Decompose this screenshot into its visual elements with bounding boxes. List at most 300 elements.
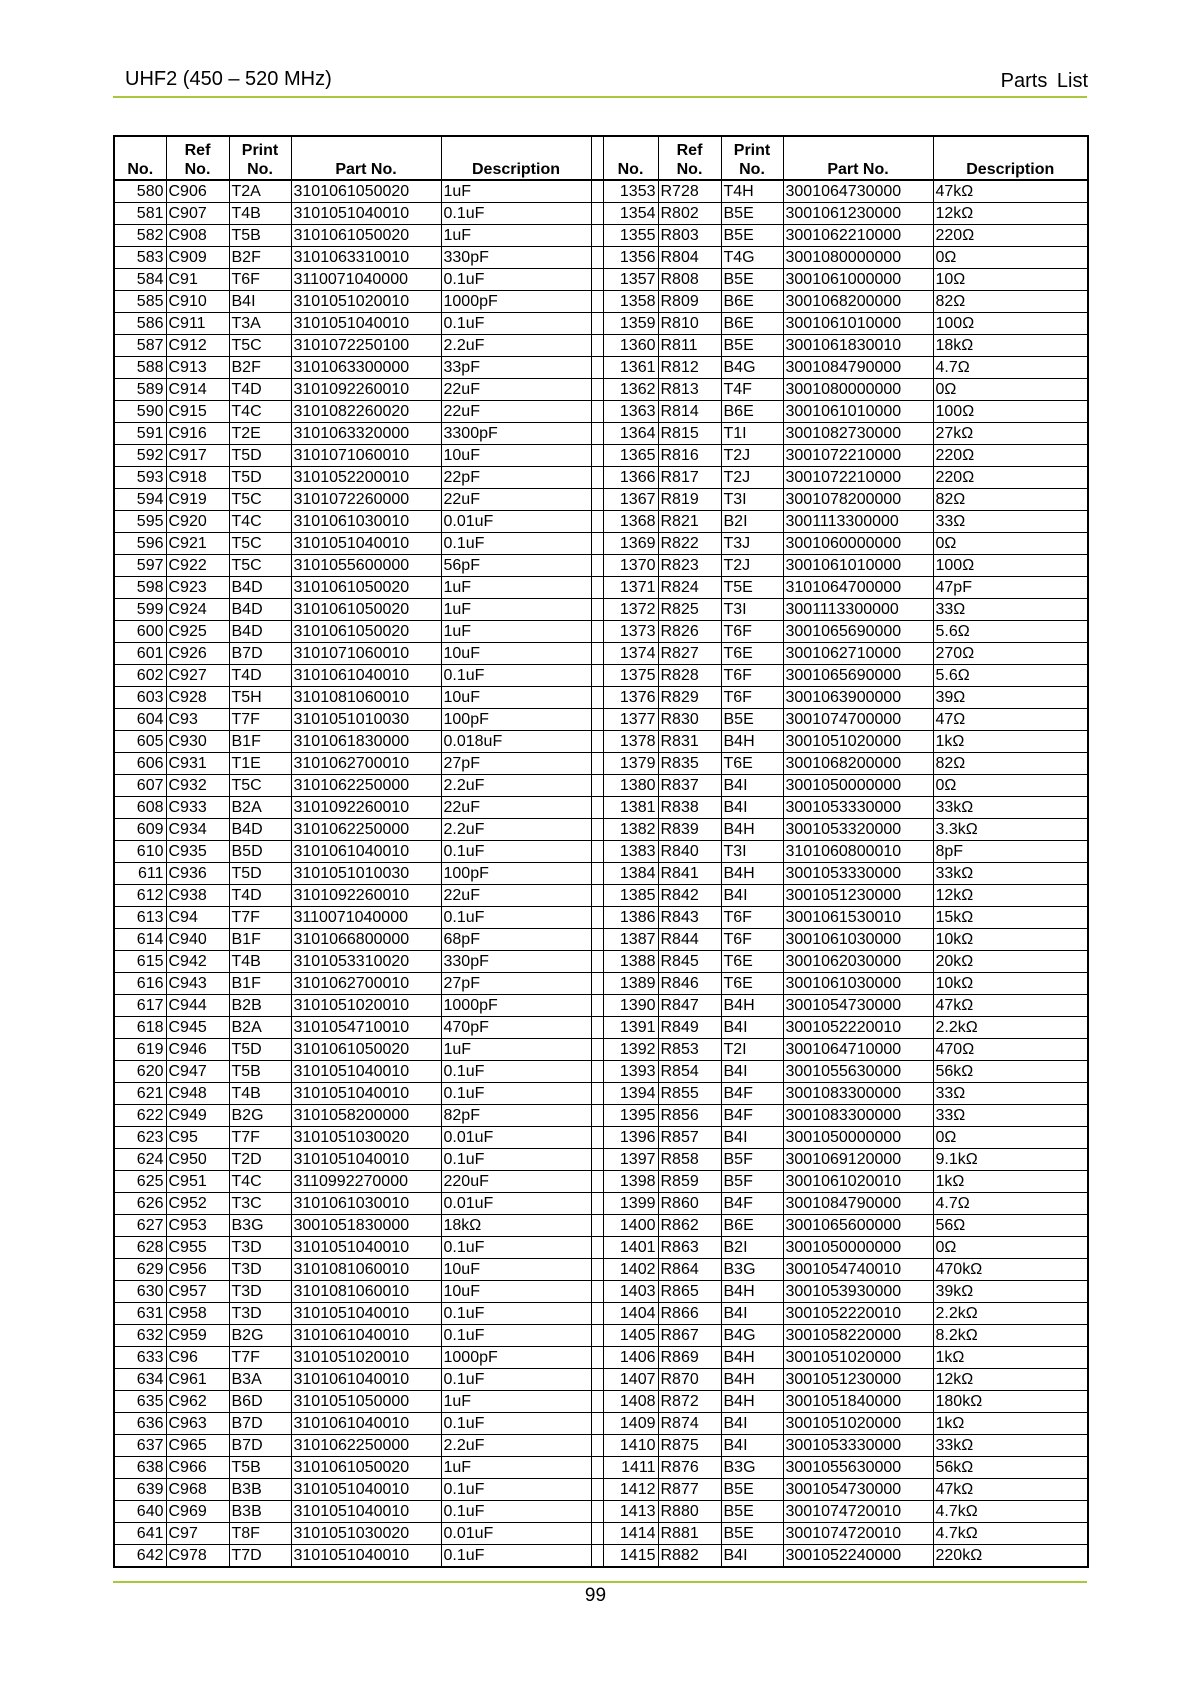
ref-no-cell: R872 [658, 1391, 721, 1413]
ref-no-cell: R881 [658, 1523, 721, 1545]
ref-no-cell: R855 [658, 1083, 721, 1105]
print-no-cell: T5B [229, 1457, 291, 1479]
column-gap [591, 1325, 603, 1347]
part-no-cell: 3101071060010 [291, 445, 441, 467]
column-gap [591, 1127, 603, 1149]
item-no-cell: 621 [114, 1083, 166, 1105]
ref-no-cell: C913 [166, 357, 229, 379]
part-no-cell: 3001061000000 [783, 269, 933, 291]
description-cell: 5.6Ω [933, 665, 1088, 687]
print-no-cell: T4C [229, 511, 291, 533]
ref-no-cell: R880 [658, 1501, 721, 1523]
column-gap [591, 995, 603, 1017]
ref-no-cell: C952 [166, 1193, 229, 1215]
column-gap [591, 335, 603, 357]
ref-no-cell: R882 [658, 1545, 721, 1568]
column-gap [591, 313, 603, 335]
print-no-cell: B4F [721, 1083, 783, 1105]
ref-no-cell: R845 [658, 951, 721, 973]
part-no-cell: 3001080000000 [783, 379, 933, 401]
description-cell: 56kΩ [933, 1457, 1088, 1479]
footer-rule [113, 1581, 1087, 1583]
ref-no-cell: R827 [658, 643, 721, 665]
print-no-cell: T8F [229, 1523, 291, 1545]
part-no-cell: 3001078200000 [783, 489, 933, 511]
description-cell: 22uF [441, 885, 591, 907]
item-no-cell: 604 [114, 709, 166, 731]
print-no-cell: B4H [721, 1391, 783, 1413]
print-no-cell: T4B [229, 1083, 291, 1105]
table-row [114, 489, 1088, 511]
item-no-cell: 589 [114, 379, 166, 401]
ref-no-cell: R825 [658, 599, 721, 621]
part-no-cell: 3101051020010 [291, 1347, 441, 1369]
part-no-cell: 3001053330000 [783, 797, 933, 819]
description-cell: 33pF [441, 357, 591, 379]
ref-no-cell: R860 [658, 1193, 721, 1215]
item-no-cell: 1369 [603, 533, 658, 555]
part-no-cell: 3001074720010 [783, 1501, 933, 1523]
print-no-cell: T6F [721, 665, 783, 687]
item-no-cell: 581 [114, 203, 166, 225]
ref-no-cell: R839 [658, 819, 721, 841]
item-no-cell: 1409 [603, 1413, 658, 1435]
part-no-cell: 3001053320000 [783, 819, 933, 841]
description-cell: 0.1uF [441, 1501, 591, 1523]
print-no-cell: B6E [721, 313, 783, 335]
description-cell: 0.1uF [441, 1149, 591, 1171]
table-row [114, 1479, 1088, 1501]
description-cell: 8.2kΩ [933, 1325, 1088, 1347]
part-no-cell: 3001054730000 [783, 1479, 933, 1501]
description-cell: 0.1uF [441, 313, 591, 335]
table-row [114, 335, 1088, 357]
item-no-cell: 1406 [603, 1347, 658, 1369]
print-no-cell: T7F [229, 1127, 291, 1149]
description-cell: 39Ω [933, 687, 1088, 709]
item-no-cell: 596 [114, 533, 166, 555]
item-no-cell: 585 [114, 291, 166, 313]
ref-no-cell: R875 [658, 1435, 721, 1457]
table-row [114, 1215, 1088, 1237]
item-no-cell: 613 [114, 907, 166, 929]
column-gap [591, 1303, 603, 1325]
ref-no-cell: R826 [658, 621, 721, 643]
part-no-cell: 3001063900000 [783, 687, 933, 709]
description-cell: 3300pF [441, 423, 591, 445]
column-gap [591, 445, 603, 467]
part-no-cell: 3001052220010 [783, 1017, 933, 1039]
item-no-cell: 1371 [603, 577, 658, 599]
part-no-cell: 3101061050020 [291, 599, 441, 621]
ref-no-cell: R843 [658, 907, 721, 929]
part-no-cell: 3101051040010 [291, 1479, 441, 1501]
print-no-cell: B4I [721, 1127, 783, 1149]
part-no-cell: 3101061040010 [291, 1369, 441, 1391]
column-gap [591, 665, 603, 687]
ref-no-cell: C920 [166, 511, 229, 533]
item-no-cell: 1412 [603, 1479, 658, 1501]
print-no-cell: T7F [229, 907, 291, 929]
description-cell: 2.2uF [441, 1435, 591, 1457]
table-row [114, 863, 1088, 885]
description-cell: 1000pF [441, 291, 591, 313]
ref-no-cell: R864 [658, 1259, 721, 1281]
part-no-cell: 3001069120000 [783, 1149, 933, 1171]
description-cell: 82Ω [933, 489, 1088, 511]
ref-no-cell: C916 [166, 423, 229, 445]
part-no-cell: 3001113300000 [783, 599, 933, 621]
item-no-cell: 587 [114, 335, 166, 357]
column-gap [591, 1017, 603, 1039]
print-no-cell: T3D [229, 1281, 291, 1303]
part-no-cell: 3101051030020 [291, 1523, 441, 1545]
ref-no-cell: R857 [658, 1127, 721, 1149]
ref-no-cell: R817 [658, 467, 721, 489]
part-no-cell: 3101051010030 [291, 709, 441, 731]
item-no-cell: 1356 [603, 247, 658, 269]
ref-no-cell: R849 [658, 1017, 721, 1039]
print-no-cell: T2D [229, 1149, 291, 1171]
item-no-cell: 609 [114, 819, 166, 841]
print-no-cell: T4B [229, 203, 291, 225]
table-row [114, 1413, 1088, 1435]
part-no-cell: 3001054730000 [783, 995, 933, 1017]
column-gap [591, 1479, 603, 1501]
part-no-cell: 3001055630000 [783, 1457, 933, 1479]
print-no-cell: T5E [721, 577, 783, 599]
item-no-cell: 1374 [603, 643, 658, 665]
print-no-cell: T6E [721, 973, 783, 995]
print-no-cell: B4H [721, 1347, 783, 1369]
table-row [114, 1457, 1088, 1479]
print-no-cell: B4H [721, 995, 783, 1017]
ref-no-cell: R831 [658, 731, 721, 753]
description-cell: 100pF [441, 709, 591, 731]
item-no-cell: 605 [114, 731, 166, 753]
part-no-cell: 3001061530010 [783, 907, 933, 929]
parts-table [113, 135, 1089, 1568]
column-gap [591, 136, 603, 180]
ref-no-cell: R829 [658, 687, 721, 709]
print-no-cell: B3A [229, 1369, 291, 1391]
part-no-cell: 3101082260020 [291, 401, 441, 423]
description-cell: 1uF [441, 621, 591, 643]
column-gap [591, 687, 603, 709]
print-no-cell: T2A [229, 180, 291, 203]
part-no-cell: 3101092260010 [291, 885, 441, 907]
table-row [114, 467, 1088, 489]
ref-no-cell: C906 [166, 180, 229, 203]
description-cell: 12kΩ [933, 1369, 1088, 1391]
print-no-cell: B5E [721, 1479, 783, 1501]
print-no-cell: T3J [721, 533, 783, 555]
print-no-cell: B4H [721, 819, 783, 841]
table-header-row [114, 136, 1088, 180]
print-no-cell: T6E [721, 951, 783, 973]
part-no-cell: 3101062700010 [291, 753, 441, 775]
column-gap [591, 1413, 603, 1435]
table-row [114, 1105, 1088, 1127]
item-no-cell: 624 [114, 1149, 166, 1171]
part-no-cell: 3101062250000 [291, 775, 441, 797]
ref-no-cell: C956 [166, 1259, 229, 1281]
part-no-cell: 3001051230000 [783, 885, 933, 907]
print-no-cell: T5B [229, 225, 291, 247]
print-no-cell: T5C [229, 555, 291, 577]
column-gap [591, 863, 603, 885]
table-row [114, 1017, 1088, 1039]
part-no-cell: 3101064700000 [783, 577, 933, 599]
description-cell: 180kΩ [933, 1391, 1088, 1413]
print-no-cell: T4G [721, 247, 783, 269]
description-cell: 0.1uF [441, 841, 591, 863]
description-cell: 0.1uF [441, 533, 591, 555]
ref-no-cell: R803 [658, 225, 721, 247]
print-no-cell: B4H [721, 1369, 783, 1391]
item-no-cell: 638 [114, 1457, 166, 1479]
part-no-cell: 3001072210000 [783, 445, 933, 467]
table-row [114, 1259, 1088, 1281]
description-cell: 82Ω [933, 753, 1088, 775]
item-no-cell: 607 [114, 775, 166, 797]
item-no-cell: 612 [114, 885, 166, 907]
description-cell: 10kΩ [933, 929, 1088, 951]
description-cell: 0.1uF [441, 665, 591, 687]
table-row [114, 423, 1088, 445]
part-no-cell: 3001072210000 [783, 467, 933, 489]
table-row [114, 599, 1088, 621]
item-no-cell: 601 [114, 643, 166, 665]
item-no-cell: 1360 [603, 335, 658, 357]
part-no-cell: 3101072260000 [291, 489, 441, 511]
ref-no-cell: C96 [166, 1347, 229, 1369]
ref-no-cell: R863 [658, 1237, 721, 1259]
part-no-cell: 3001064730000 [783, 180, 933, 203]
table-row [114, 687, 1088, 709]
ref-no-cell: R838 [658, 797, 721, 819]
description-cell: 10uF [441, 687, 591, 709]
ref-no-cell: C94 [166, 907, 229, 929]
table-row [114, 291, 1088, 313]
print-no-cell: B5E [721, 269, 783, 291]
table-row [114, 753, 1088, 775]
part-no-cell: 3101058200000 [291, 1105, 441, 1127]
print-no-cell: B1F [229, 929, 291, 951]
description-cell: 22uF [441, 379, 591, 401]
part-no-cell: 3101051040010 [291, 1061, 441, 1083]
table-row [114, 665, 1088, 687]
print-no-cell: T3A [229, 313, 291, 335]
item-no-cell: 1385 [603, 885, 658, 907]
description-cell: 47kΩ [933, 180, 1088, 203]
description-cell: 82pF [441, 1105, 591, 1127]
print-no-cell: T2J [721, 555, 783, 577]
item-no-cell: 1413 [603, 1501, 658, 1523]
print-no-cell: B6E [721, 291, 783, 313]
column-gap [591, 1545, 603, 1568]
part-no-cell: 3001062710000 [783, 643, 933, 665]
item-no-cell: 628 [114, 1237, 166, 1259]
part-no-cell: 3001074720010 [783, 1523, 933, 1545]
part-no-cell: 3001113300000 [783, 511, 933, 533]
table-row [114, 1545, 1088, 1568]
description-cell: 1kΩ [933, 1347, 1088, 1369]
description-cell: 33kΩ [933, 1435, 1088, 1457]
print-no-cell: T6F [721, 687, 783, 709]
table-row [114, 995, 1088, 1017]
table-row [114, 797, 1088, 819]
column-gap [591, 247, 603, 269]
item-no-cell: 1397 [603, 1149, 658, 1171]
part-no-cell: 3101081060010 [291, 687, 441, 709]
part-no-cell: 3101051020010 [291, 995, 441, 1017]
item-no-cell: 1376 [603, 687, 658, 709]
item-no-cell: 1405 [603, 1325, 658, 1347]
part-no-cell: 3001083300000 [783, 1105, 933, 1127]
item-no-cell: 618 [114, 1017, 166, 1039]
print-no-cell: B4G [721, 357, 783, 379]
description-cell: 0.01uF [441, 1127, 591, 1149]
item-no-cell: 582 [114, 225, 166, 247]
ref-no-cell: C978 [166, 1545, 229, 1568]
ref-no-cell: C962 [166, 1391, 229, 1413]
part-no-cell: 3001051230000 [783, 1369, 933, 1391]
part-no-cell: 3001068200000 [783, 291, 933, 313]
description-cell: 4.7Ω [933, 357, 1088, 379]
part-no-cell: 3101092260010 [291, 797, 441, 819]
part-no-cell: 3001051020000 [783, 1413, 933, 1435]
print-no-cell: B4G [721, 1325, 783, 1347]
ref-no-cell: C945 [166, 1017, 229, 1039]
ref-no-cell: C908 [166, 225, 229, 247]
item-no-cell: 636 [114, 1413, 166, 1435]
print-no-cell: T5C [229, 775, 291, 797]
ref-no-cell: R823 [658, 555, 721, 577]
ref-no-cell: R815 [658, 423, 721, 445]
description-cell: 47kΩ [933, 1479, 1088, 1501]
description-cell: 2.2uF [441, 775, 591, 797]
column-gap [591, 1501, 603, 1523]
column-gap [591, 533, 603, 555]
table-row [114, 885, 1088, 907]
part-no-cell: 3101062700010 [291, 973, 441, 995]
description-cell: 33kΩ [933, 797, 1088, 819]
table-row [114, 1347, 1088, 1369]
part-no-cell: 3101051040010 [291, 1083, 441, 1105]
part-no-cell: 3101063320000 [291, 423, 441, 445]
header-print-no: Print No. [721, 136, 783, 180]
description-cell: 56pF [441, 555, 591, 577]
ref-no-cell: R819 [658, 489, 721, 511]
column-gap [591, 225, 603, 247]
description-cell: 0.1uF [441, 1413, 591, 1435]
description-cell: 270Ω [933, 643, 1088, 665]
print-no-cell: T5D [229, 445, 291, 467]
table-row [114, 1523, 1088, 1545]
item-no-cell: 1361 [603, 357, 658, 379]
part-no-cell: 3001061010000 [783, 313, 933, 335]
ref-no-cell: C951 [166, 1171, 229, 1193]
item-no-cell: 1379 [603, 753, 658, 775]
description-cell: 18kΩ [933, 335, 1088, 357]
ref-no-cell: R808 [658, 269, 721, 291]
column-gap [591, 775, 603, 797]
description-cell: 0Ω [933, 1237, 1088, 1259]
print-no-cell: B3G [229, 1215, 291, 1237]
ref-no-cell: C912 [166, 335, 229, 357]
ref-no-cell: C915 [166, 401, 229, 423]
item-no-cell: 1399 [603, 1193, 658, 1215]
ref-no-cell: R841 [658, 863, 721, 885]
part-no-cell: 3001065600000 [783, 1215, 933, 1237]
print-no-cell: B4D [229, 621, 291, 643]
part-no-cell: 3101061040010 [291, 665, 441, 687]
part-no-cell: 3101060800010 [783, 841, 933, 863]
print-no-cell: B2F [229, 247, 291, 269]
ref-no-cell: R854 [658, 1061, 721, 1083]
table-row [114, 313, 1088, 335]
description-cell: 220Ω [933, 467, 1088, 489]
description-cell: 220Ω [933, 225, 1088, 247]
column-gap [591, 467, 603, 489]
description-cell: 2.2uF [441, 819, 591, 841]
ref-no-cell: C95 [166, 1127, 229, 1149]
ref-no-cell: C936 [166, 863, 229, 885]
item-no-cell: 642 [114, 1545, 166, 1568]
ref-no-cell: C97 [166, 1523, 229, 1545]
print-no-cell: T5H [229, 687, 291, 709]
item-no-cell: 603 [114, 687, 166, 709]
description-cell: 15kΩ [933, 907, 1088, 929]
part-no-cell: 3101055600000 [291, 555, 441, 577]
column-gap [591, 621, 603, 643]
part-no-cell: 3101061050020 [291, 621, 441, 643]
part-no-cell: 3001082730000 [783, 423, 933, 445]
item-no-cell: 590 [114, 401, 166, 423]
item-no-cell: 1373 [603, 621, 658, 643]
print-no-cell: B4F [721, 1193, 783, 1215]
column-gap [591, 929, 603, 951]
item-no-cell: 1389 [603, 973, 658, 995]
item-no-cell: 1353 [603, 180, 658, 203]
print-no-cell: B2A [229, 1017, 291, 1039]
part-no-cell: 3101062250000 [291, 1435, 441, 1457]
part-no-cell: 3001050000000 [783, 1127, 933, 1149]
table-row [114, 445, 1088, 467]
header-description: Description [441, 136, 591, 180]
table-row [114, 533, 1088, 555]
print-no-cell: T5D [229, 467, 291, 489]
item-no-cell: 623 [114, 1127, 166, 1149]
table-row [114, 1435, 1088, 1457]
table-row [114, 1039, 1088, 1061]
item-no-cell: 1372 [603, 599, 658, 621]
description-cell: 0Ω [933, 379, 1088, 401]
item-no-cell: 606 [114, 753, 166, 775]
column-gap [591, 731, 603, 753]
description-cell: 47kΩ [933, 995, 1088, 1017]
table-row [114, 1237, 1088, 1259]
item-no-cell: 599 [114, 599, 166, 621]
ref-no-cell: C953 [166, 1215, 229, 1237]
description-cell: 470Ω [933, 1039, 1088, 1061]
item-no-cell: 1390 [603, 995, 658, 1017]
header-print-no: Print No. [229, 136, 291, 180]
part-no-cell: 3001084790000 [783, 1193, 933, 1215]
part-no-cell: 3101071060010 [291, 643, 441, 665]
item-no-cell: 1357 [603, 269, 658, 291]
